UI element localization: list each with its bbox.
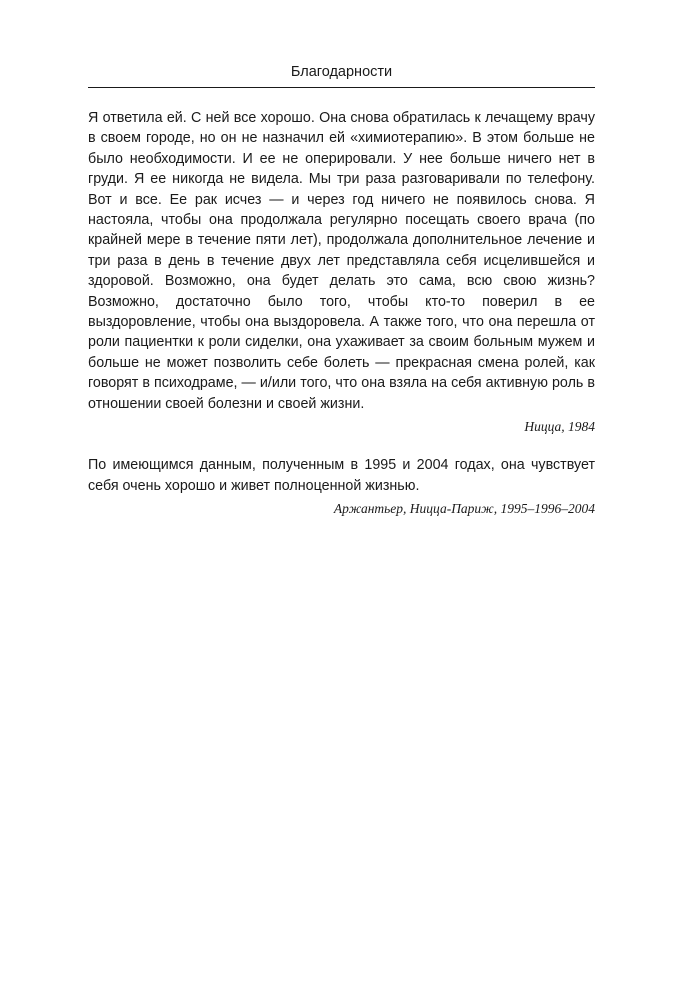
- book-page: [88, 62, 595, 519]
- body-paragraph: Я ответила ей. С ней все хорошо. Она снова обратилась к лечащему врачу в своем городе, но он не назначил ей «химиотерапию». В этом больше не было необходимости. И ее не оперировали. У нее больше ничего нет в груди. Я ее никогда не видела. Мы три раза разговаривали по телефону. Вот и все. Ее рак исчез — и через год ничего не появилось снова. Я настояла, чтобы она продолжала регулярно посещать своего врача (по крайней мере в течение пяти лет), продолжала дополнительное лечение и три раза в день в течение двух лет представляла себя исцелившейся и здоровой. Возможно, она будет делать это сама, всю свою жизнь? Возможно, достаточно было того, чтобы кто-то поверил в ее выздоровление, чтобы она выздоровела. А также того, что она перешла от роли пациентки к роли сиделки, она ухаживает за своим больным мужем и больше не может позволить себе болеть — прекрасная смена ролей, как говорят в психодраме, — и/или того, что она взяла на себя активную роль в отношении своей болезни и своей жизни.: [88, 110, 595, 412]
- place-date-signature: Ницца, 1984: [524, 419, 595, 435]
- place-date-signature: Аржантьер, Ницца-Париж, 1995–1996–2004: [333, 500, 595, 516]
- body-paragraph: По имеющимся данным, полученным в 1995 и 2004 годах, она чувствует себя очень хорошо и живет полноценной жизнью.: [88, 457, 595, 494]
- running-header: Благодарности: [88, 62, 595, 88]
